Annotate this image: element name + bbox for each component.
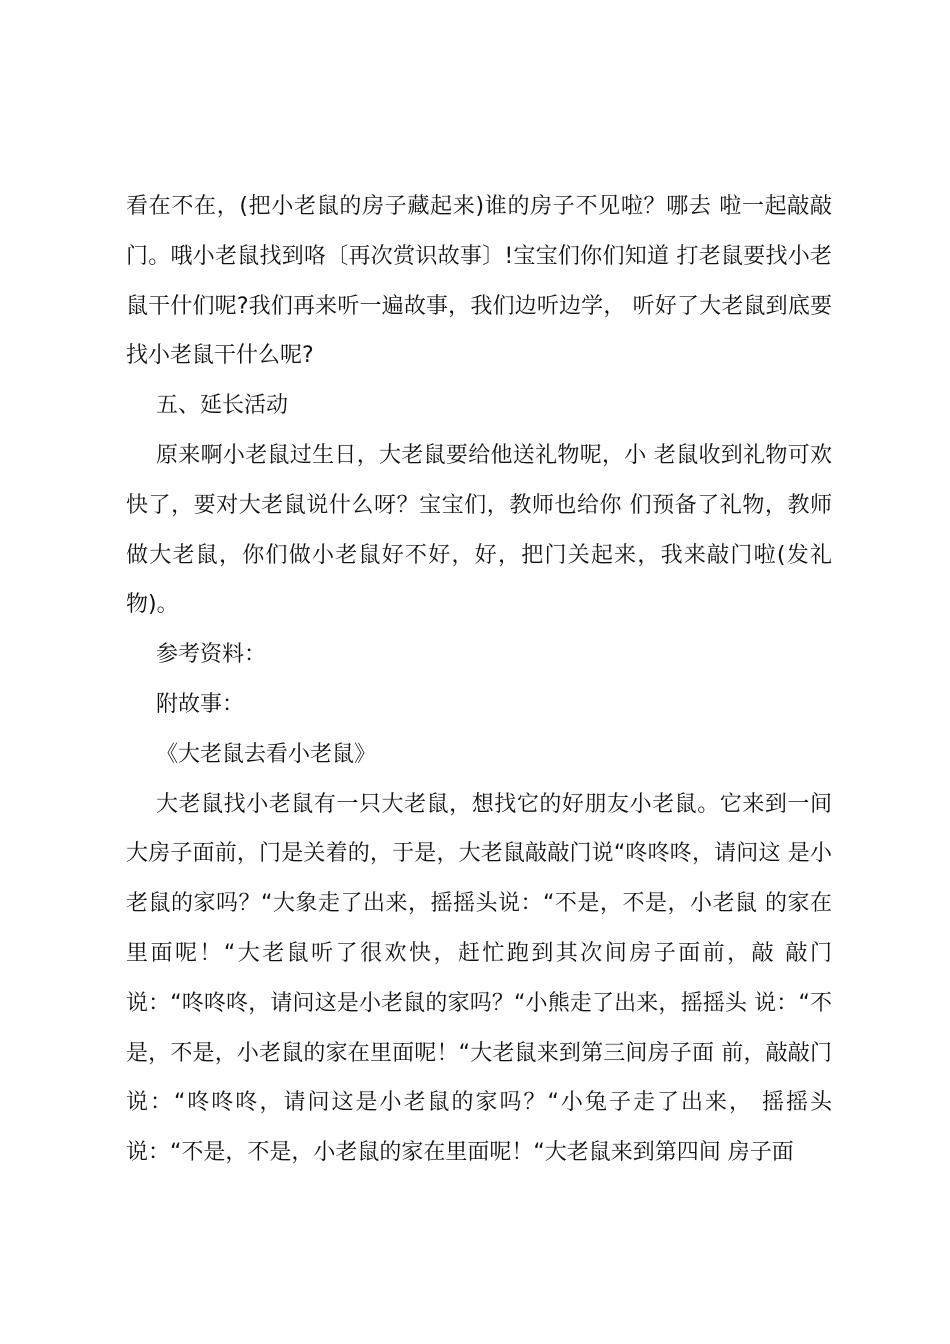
section-heading-extension-activity: 五、延长活动 [156, 393, 289, 419]
document-body [126, 182, 832, 1178]
story-title: 《大老鼠去看小老鼠》 [156, 741, 377, 767]
paragraph-story-retell: 看在不在，(把小老鼠的房子藏起来)谁的房子不见啦？哪去 啦一起敲敲门。哦小老鼠找到咯〔再次赏识故事〕!宝宝们你们知道 打老鼠要找小老鼠干什们呢?我们再来听一遍故事，我们边听边学， 听好了大老鼠到底要找小老鼠干什么呢? [126, 194, 832, 369]
label-reference-material: 参考资料： [156, 642, 267, 668]
paragraph-extension-activity: 原来啊小老鼠过生日，大老鼠要给他送礼物呢，小 老鼠收到礼物可欢快了，要对大老鼠说什么呀？宝宝们，教师也给你 们预备了礼物，教师做大老鼠，你们做小老鼠好不好，好，把门关起来，我来敲门啦(发礼物)。 [126, 442, 832, 618]
label-attached-story: 附故事： [156, 691, 245, 717]
paragraph-story-text: 大老鼠找小老鼠有一只大老鼠，想找它的好朋友小老鼠。它来到一间大房子面前，门是关着的，于是，大老鼠敲敲门说“咚咚咚，请问这 是小老鼠的家吗？“大象走了出来，摇摇头说：“不是，不是，小老鼠 的家在里面呢！“大老鼠听了很欢快，赶忙跑到其次间房子面前，敲 敲门说：“咚咚咚，请问这是小老鼠的家吗？“小熊走了出来，摇摇头 说：“不是，不是，小老鼠的家在里面呢！“大老鼠来到第三间房子面 前，敲敲门说：“咚咚咚，请问这是小老鼠的家吗？“小兔子走了出来， 摇摇头说：“不是，不是，小老鼠的家在里面呢！“大老鼠来到第四间 房子面 [126, 791, 832, 1166]
